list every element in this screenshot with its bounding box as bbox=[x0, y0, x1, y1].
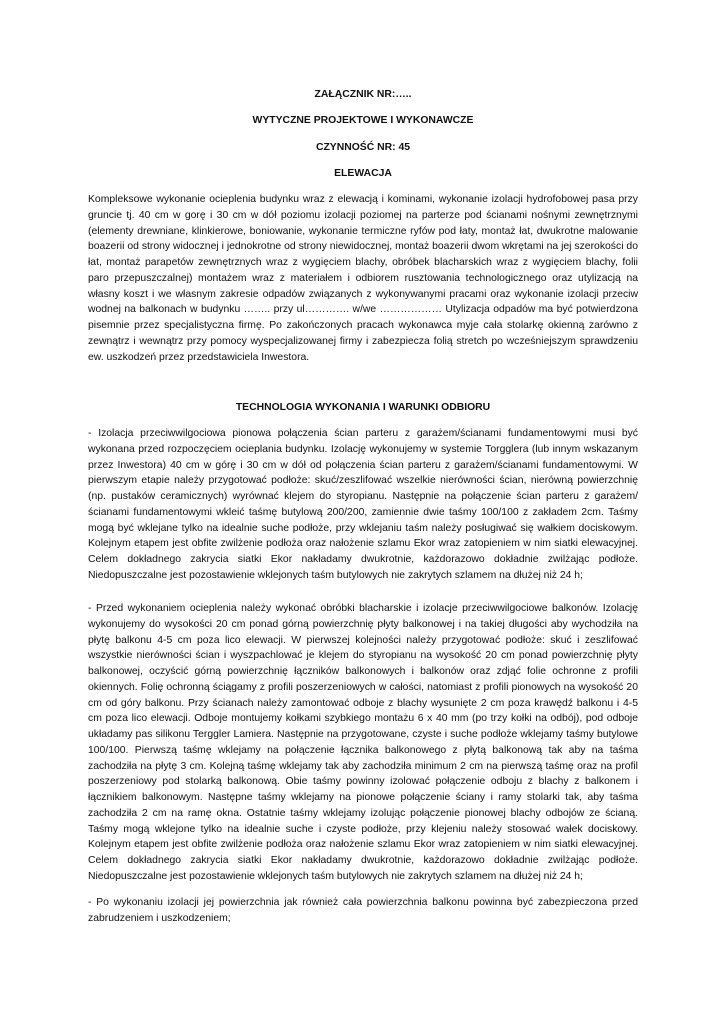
section-title: ELEWACJA bbox=[334, 168, 392, 179]
guidelines-title: WYTYCZNE PROJEKTOWE I WYKONAWCZE bbox=[252, 115, 474, 126]
tech-paragraph-2: - Przed wykonaniem ocieplenia należy wykonać obróbki blacharskie i izolacje przeciwwilgociowe balkonów. Izolację wykonujemy do wysokości 20 cm ponad górną powierzchnię płyty balkonowej i na takiej długości aby wychodziła na płytę balkonu 4-5 cm poza lico elewacji. W pierwszej kolejności należy przygotować podłoże: skuć i zeszlifować wszystkie nierówności ścian i wyszpachlować je klejem do styropianu na wysokość 20 cm ponad powierzchnię płyty balkonowej, oczyścić górną powierzchnię łączników balkonowych i balkonów oraz zdjąć folie ochronne z profili okiennych. Folię ochronną ściągamy z profili poszerzeniowych w całości, natomiast z profili pionowych na wysokość 20 cm od góry balkonu. Przy ścianach należy zamontować odboje z blachy wysunięte 2 cm poza krawędź balkonu i 4-5 cm poza lico elewacji. Odboje montujemy kołkami szybkiego montażu 6 x 40 mm (po trzy kołki na odbój), pod odboje układamy pas silikonu Terggler Lamiera. Następnie na przygotowane, czyste i suche podłoże wklejamy taśmy butylowe 100/100. Pierwszą taśmę wklejamy na połączenie łącznika balkonowego z płytą balkonową tak aby na taśma zachodziła na płytę 3 cm. Kolejną taśmę wklejamy tak aby zachodziła minimum 2 cm na pierwszą taśmę oraz na profil poszerzeniowy pod stolarką balkonową. Obie taśmy powinny izolować połączenie odboju z blachy z balkonem i łącznikiem balkonowym. Następne taśmy wklejamy na pionowe połączenie ściany i ramy stolarki tak, aby taśma zachodziła 2 cm na ramę okna. Ostatnie taśmy wklejamy izolując połączenie pionowej blachy odbojów ze ścianą. Taśmy mogą wklejone tylko na idealnie suche i czyste podłoże, przy klejeniu należy stosować wałek dociskowy. Kolejnym etapem jest obfite zwilżenie podłoża oraz nałożenie szlamu Ekor wraz zatopieniem w nim siatki elewacyjnej. Celem dokładnego zakrycia siatki Ekor nakładamy dwukrotnie, każdorazowo dokładnie zwilżając podłoże. Niedopuszczalne jest pozostawienie wklejonych taśm butylowych nie zakrytych szlamem na dłużej niż 24 h; bbox=[88, 603, 638, 882]
technology-title: TECHNOLOGIA WYKONANIA I WARUNKI ODBIORU bbox=[235, 402, 491, 413]
intro-paragraph: Kompleksowe wykonanie ocieplenia budynku wraz z elewacją i kominami, wykonanie izolacji hydrofobowej pasa przy gruncie tj. 40 cm w gorę i 30 cm w dół poziomu izolacji poziomej na parterze pod ścianami nośnymi zewnętrznymi (elementy drewniane, klinkierowe, boniowanie, wykonanie termiczne ryfów pod łaty, montaż łat, dwukrotne malowanie boazerii od strony widocznej i jednokrotne od strony niewidocznej, montaż boazerii dwom wkrętami na jej szerokości do łat, montaż parapetów zewnętrznych wraz z wygięciem blachy, obróbek blacharskich wraz z wygięciem blachy, folii paro przepuszczalnej) montażem wraz z materiałem i odbiorem rusztowania technologicznego oraz utylizacją na własny koszt i we własnym zakresie odpadów związanych z wykonywanymi pracami oraz wykonanie izolacji przeciw wodnej na balkonach w budynku …….. przy ul…………. w/we ……………… Utylizacja odpadów ma być potwierdzona pisemnie przez specjalistyczna firmę. Po zakończonych pracach wykonawca myje cała stolarkę okienną zarówno z zewnątrz i wewnątrz przy pomocy wyspecjalizowanej firmy i zabezpiecza folią stretch po wcześniejszym sprawdzeniu ew. uszkodzeń przez przedstawiciela Inwestora. bbox=[88, 194, 638, 363]
tech-paragraph-3: - Po wykonaniu izolacji jej powierzchnia jak również cała powierzchnia balkonu powinna być zabezpieczona przed zabrudzeniem i uszkodzeniem; bbox=[88, 897, 638, 924]
attachment-title: ZAŁĄCZNIK NR:….. bbox=[314, 89, 412, 100]
tech-paragraph-1: - Izolacja przeciwwilgociowa pionowa połączenia ścian parteru z garażem/ścianami fundamentowymi musi być wykonana przed rozpoczęciem ocieplania budynku. Izolację wykonujemy w systemie Torgglera (lub innym wskazanym przez Inwestora) 40 cm w górę i 30 cm w dół od połączenia ścian parteru z garażem/ścianami fundamentowymi. W pierwszym etapie należy przygotować podłoże: skuć/zeszlifować wszelkie nierówności ścian, nierówną powierzchnię (np. pustaków ceramicznych) wyrównać klejem do styropianu. Następnie na połączenie ścian parteru z garażem/ścianami fundamentowymi wkleić taśmę butylową 200/200, zamiennie dwie taśmy 100/100 z zakładem 2cm. Taśmy mogą być wklejane tylko na idealnie suche podłoże, przy wklejaniu taśm należy posługiwać się wałkiem dociskowym. Kolejnym etapem jest obfite zwilżenie podłoża oraz nałożenie szlamu Ekor wraz zatopieniem w nim siatki elewacyjnej. Celem dokładnego zakrycia siatki Ekor nakładamy dwukrotnie, każdorazowo dokładnie zwilżając podłoże. Niedopuszczalne jest pozostawienie wklejonych taśm butylowych nie zakrytych szlamem na dłużej niż 24 h; bbox=[88, 428, 638, 581]
activity-title: CZYNNOŚĆ NR: 45 bbox=[315, 142, 411, 153]
